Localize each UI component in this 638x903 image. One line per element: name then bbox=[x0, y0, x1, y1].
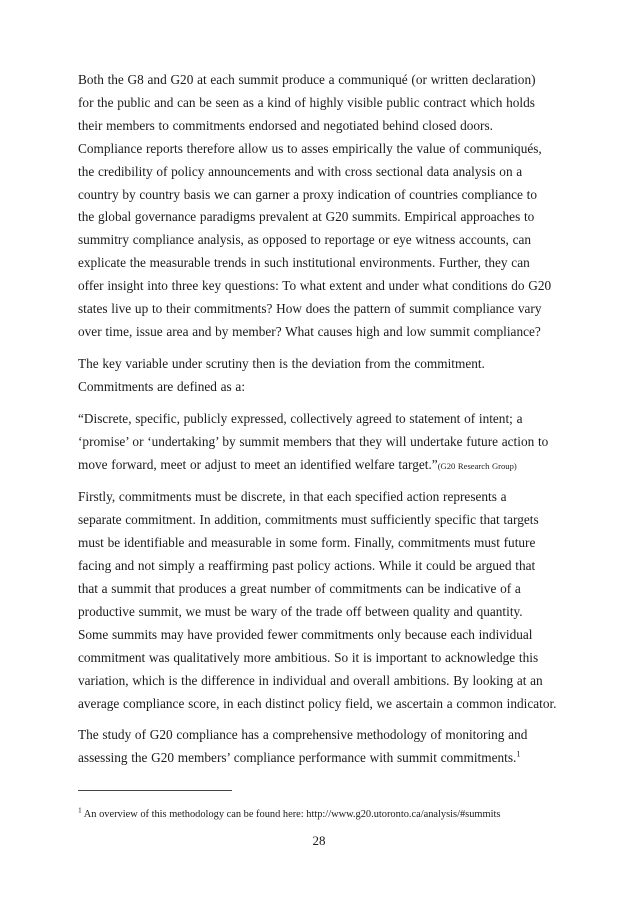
paragraph-firstly bbox=[78, 486, 572, 715]
footnote-number: 1 bbox=[78, 805, 82, 815]
text-line: facing and not simply a reaffirming past policy actions. While it could be argued that bbox=[78, 558, 536, 574]
paragraph-definition-quote bbox=[78, 408, 572, 478]
text-line: the global governance paradigms prevalent at G20 summits. Empirical approaches to bbox=[78, 209, 535, 225]
citation: (G20 Research Group) bbox=[437, 460, 517, 471]
text-line: that a summit that produces a great number of commitments can be indicative of a bbox=[78, 581, 521, 597]
text-line: The key variable under scrutiny then is the deviation from the commitment. bbox=[78, 355, 485, 371]
text-line: variation, which is the difference in individual and overall ambitions. By looking at an bbox=[78, 672, 543, 688]
text-line: The study of G20 compliance has a comprehensive methodology of monitoring and bbox=[78, 727, 528, 743]
footnote bbox=[78, 805, 501, 822]
paragraph-key-variable bbox=[78, 353, 572, 399]
text-line: the credibility of policy announcements and with cross sectional data analysis on a bbox=[78, 163, 523, 179]
quote-text: move forward, meet or adjust to meet an identified welfare target.” bbox=[78, 456, 438, 472]
body-text bbox=[78, 69, 572, 779]
text-line: offer insight into three key questions: To what extent and under what conditions do G20 bbox=[78, 278, 552, 294]
text-line: Firstly, commitments must be discrete, in that each specified action represents a bbox=[78, 489, 507, 505]
text-line: ‘promise’ or ‘undertaking’ by summit members that they will undertake future action to bbox=[78, 433, 549, 449]
text-line bbox=[78, 454, 572, 478]
text-line: states live up to their commitments? How does the pattern of summit compliance vary bbox=[78, 301, 542, 317]
text-line: productive summit, we must be wary of the trade off between quality and quantity. bbox=[78, 603, 523, 619]
text-line: for the public and can be seen as a kind of highly visible public contract which holds bbox=[78, 94, 535, 110]
footnote-reference[interactable]: 1 bbox=[516, 748, 521, 759]
text-line: average compliance score, in each distinct policy field, we ascertain a common indicator. bbox=[78, 695, 557, 711]
text-line: summitry compliance analysis, as opposed to reportage or eye witness accounts, can bbox=[78, 232, 532, 248]
page-number: 28 bbox=[312, 833, 326, 848]
text-line: “Discrete, specific, publicly expressed, collectively agreed to statement of intent; a bbox=[78, 410, 523, 426]
text-line: country by country basis we can garner a proxy indication of countries compliance to bbox=[78, 186, 537, 202]
methodology-text: assessing the G20 members’ compliance performance with summit commitments. bbox=[78, 750, 517, 766]
text-line: their members to commitments endorsed and negotiated behind closed doors. bbox=[78, 117, 493, 133]
text-line: must be identifiable and measurable in some form. Finally, commitments must future bbox=[78, 535, 536, 551]
text-line: Some summits may have provided fewer commitments only because each individual bbox=[78, 626, 533, 642]
text-line: explicate the measurable trends in such institutional environments. Further, they can bbox=[78, 255, 530, 271]
text-line: Both the G8 and G20 at each summit produce a communiqué (or written declaration) bbox=[78, 72, 536, 87]
text-line: commitment was qualitatively more ambitious. So it is important to acknowledge this bbox=[78, 649, 539, 665]
text-line: over time, issue area and by member? What causes high and low summit compliance? bbox=[78, 323, 541, 339]
paragraph-methodology bbox=[78, 724, 572, 770]
text-line: Compliance reports therefore allow us to asses empirically the value of communiqués, bbox=[78, 140, 542, 156]
text-line: separate commitment. In addition, commitments must sufficiently specific that targets bbox=[78, 512, 539, 528]
footnote-text: An overview of this methodology can be found here: http://www.g20.utoronto.ca/analysis/#summits bbox=[83, 809, 501, 820]
paragraph-communique bbox=[78, 69, 572, 344]
text-line: Commitments are defined as a: bbox=[78, 378, 246, 394]
footnote-separator bbox=[78, 790, 232, 791]
text-line bbox=[78, 747, 572, 770]
